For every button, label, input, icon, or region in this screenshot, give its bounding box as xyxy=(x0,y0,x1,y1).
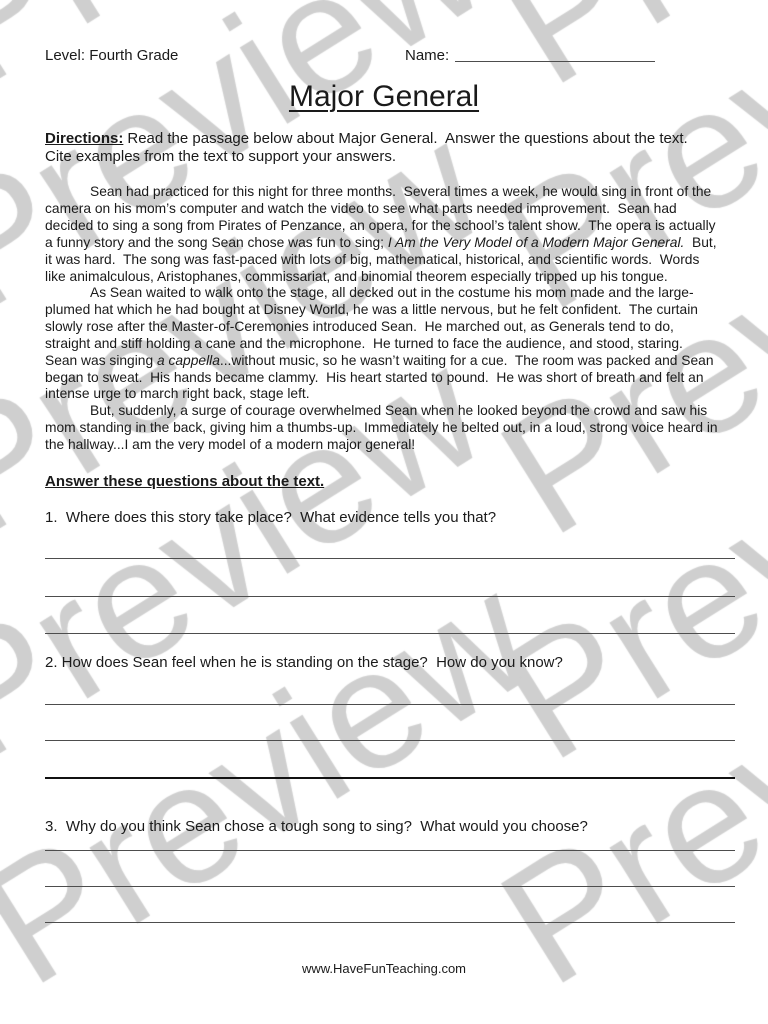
passage-line: Sean had practiced for this night for three months. Several times a week, he would sing in front of the xyxy=(90,184,712,200)
question-3: 3. Why do you think Sean chose a tough song to sing? What would you choose? xyxy=(45,818,588,835)
passage-line: the hallway...I am the very model of a modern major general! xyxy=(45,436,416,452)
passage-line xyxy=(45,235,735,252)
grade-level: Level: Fourth Grade xyxy=(45,47,179,64)
passage-text: Sean was singing xyxy=(45,352,157,368)
name-blank-line xyxy=(455,49,655,62)
answer-line xyxy=(45,558,735,559)
passage-line: intense urge to march right back, stage left. xyxy=(45,386,310,402)
passage-line: mom standing in the back, giving him a thumbs-up. Immediately he belted out, in a loud, strong voice heard in xyxy=(45,420,718,436)
passage-line: As Sean waited to walk onto the stage, all decked out in the costume his mom made and the large- xyxy=(90,285,694,301)
passage-line: straight and stiff holding a cane and the microphone. He turned to face the audience, and stood, staring. xyxy=(45,335,683,351)
question-1: 1. Where does this story take place? What evidence tells you that? xyxy=(45,509,497,526)
passage-line: decided to sing a song from Pirates of Penzance, an opera, for the school’s talent show. The opera is actually xyxy=(45,217,716,233)
answer-line xyxy=(45,850,735,851)
answer-line xyxy=(45,886,735,887)
directions-text: Read the passage below about Major General. Answer the questions about the text. xyxy=(127,130,688,147)
passage-text: ...without music, so he wasn’t waiting for a cue. The room was packed and Sean xyxy=(219,352,714,368)
question-2: 2. How does Sean feel when he is standing on the stage? How do you know? xyxy=(45,654,563,671)
passage-text: But, xyxy=(684,234,717,250)
answer-line xyxy=(45,922,735,923)
questions-heading: Answer these questions about the text. xyxy=(45,473,325,490)
answer-line xyxy=(45,777,735,779)
passage-line: like animalculous, Aristophanes, commissariat, and binomial theorem especially tripped up his tongue. xyxy=(45,268,668,284)
directions-line xyxy=(45,130,688,148)
passage-line: camera on his mom’s computer and watch the video to see what parts needed improvement. Sean had xyxy=(45,201,677,217)
answer-line xyxy=(45,740,735,741)
song-title-italic: I Am the Very Model of a Modern Major General. xyxy=(387,234,685,250)
answer-line xyxy=(45,633,735,634)
reading-passage xyxy=(45,184,735,454)
passage-line: slowly rose after the Master-of-Ceremonies introduced Sean. He marched out, as Generals tend to do, xyxy=(45,319,674,335)
directions-text: Cite examples from the text to support your answers. xyxy=(45,148,396,165)
directions-label: Directions: xyxy=(45,130,124,147)
name-field xyxy=(405,47,655,65)
name-label: Name: xyxy=(405,47,450,64)
passage-line: But, suddenly, a surge of courage overwhelmed Sean when he looked beyond the crowd and saw his xyxy=(90,403,708,419)
passage-line: it was hard. The song was fast-paced with lots of big, mathematical, historical, and scientific words. Words xyxy=(45,251,700,267)
answer-line xyxy=(45,704,735,705)
worksheet-title: Major General xyxy=(288,80,480,113)
answer-line xyxy=(45,596,735,597)
passage-line xyxy=(45,353,735,370)
passage-line: plumed hat which he had bought at Disney World, he was a little nervous, but he felt confident. The curtain xyxy=(45,302,698,318)
directions xyxy=(45,130,688,166)
passage-line: began to sweat. His hands became clammy. His heart started to pound. He was short of breath and felt an xyxy=(45,369,704,385)
a-cappella-italic: a cappella xyxy=(156,352,220,368)
footer-url: www.HaveFunTeaching.com xyxy=(301,961,467,976)
passage-text: a funny story and the song Sean chose was fun to sing; xyxy=(45,234,388,250)
